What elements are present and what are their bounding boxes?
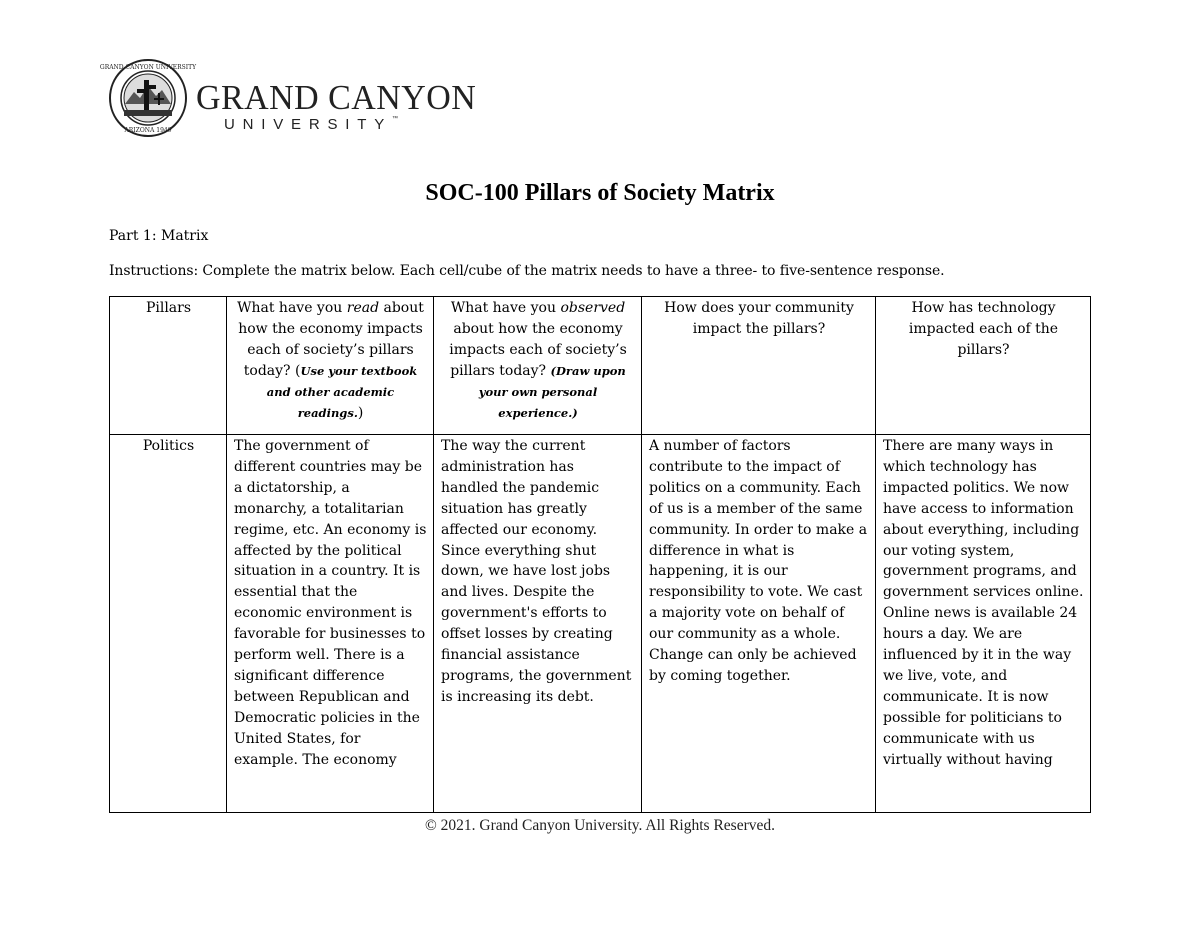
header-community: How does your community impact the pillars?	[642, 297, 876, 435]
pillar-name-cell: Politics	[110, 435, 227, 813]
header-read: What have you read about how the economy impacts each of society’s pillars today? (Use your textbook and other academic readings.)	[227, 297, 434, 435]
table-row	[110, 435, 1091, 813]
university-seal-icon	[99, 58, 197, 138]
logo-name: GRAND CANYON	[196, 78, 477, 117]
logo-subtitle: UNIVERSITY™	[224, 116, 399, 133]
header-observed: What have you observed about how the economy impacts each of society’s pillars today? (Draw upon your own personal experience.)	[434, 297, 642, 435]
technology-response-cell[interactable]: There are many ways in which technology has impacted politics. We now have access to information about everything, including our voting system, government programs, and government services online. Online news is available 24 hours a day. We are influenced by it in the way we live, vote, and communicate. It is now possible for politicians to communicate with us virtually without having	[876, 435, 1091, 813]
part-label: Part 1: Matrix	[109, 228, 209, 244]
pillars-matrix-table	[109, 296, 1091, 813]
logo-wordmark	[196, 80, 485, 133]
observed-response-cell[interactable]: The way the current administration has handled the pandemic situation has greatly affected our economy. Since everything shut down, we have lost jobs and lives. Despite the government's efforts to offset losses by creating financial assistance programs, the government is increasing its debt.	[434, 435, 642, 813]
instructions-text: Instructions: Complete the matrix below. Each cell/cube of the matrix needs to have a three- to five-sentence response.	[109, 263, 945, 279]
header-technology: How has technology impacted each of the pillars?	[876, 297, 1091, 435]
header-pillars: Pillars	[110, 297, 227, 435]
page-title: SOC-100 Pillars of Society Matrix	[425, 180, 775, 206]
community-response-cell[interactable]: A number of factors contribute to the impact of politics on a community. Each of us is a member of the same community. In order to make a difference in what is happening, it is our responsibility to vote. We cast a majority vote on behalf of our community as a whole. Change can only be achieved by coming together.	[642, 435, 876, 813]
read-response-cell[interactable]: The government of different countries may be a dictatorship, a monarchy, a totalitarian regime, etc. An economy is affected by the political situation in a country. It is essential that the economic environment is favorable for businesses to perform well. There is a significant difference between Republican and Democratic policies in the United States, for example. The economy	[227, 435, 434, 813]
university-logo	[99, 58, 488, 140]
svg-text:ARIZONA 1949: ARIZONA 1949	[124, 127, 172, 134]
svg-text:GRAND CANYON UNIVERSITY: GRAND CANYON UNIVERSITY	[99, 64, 197, 71]
table-header-row	[110, 297, 1091, 435]
copyright-footer: © 2021. Grand Canyon University. All Rights Reserved.	[424, 817, 775, 834]
